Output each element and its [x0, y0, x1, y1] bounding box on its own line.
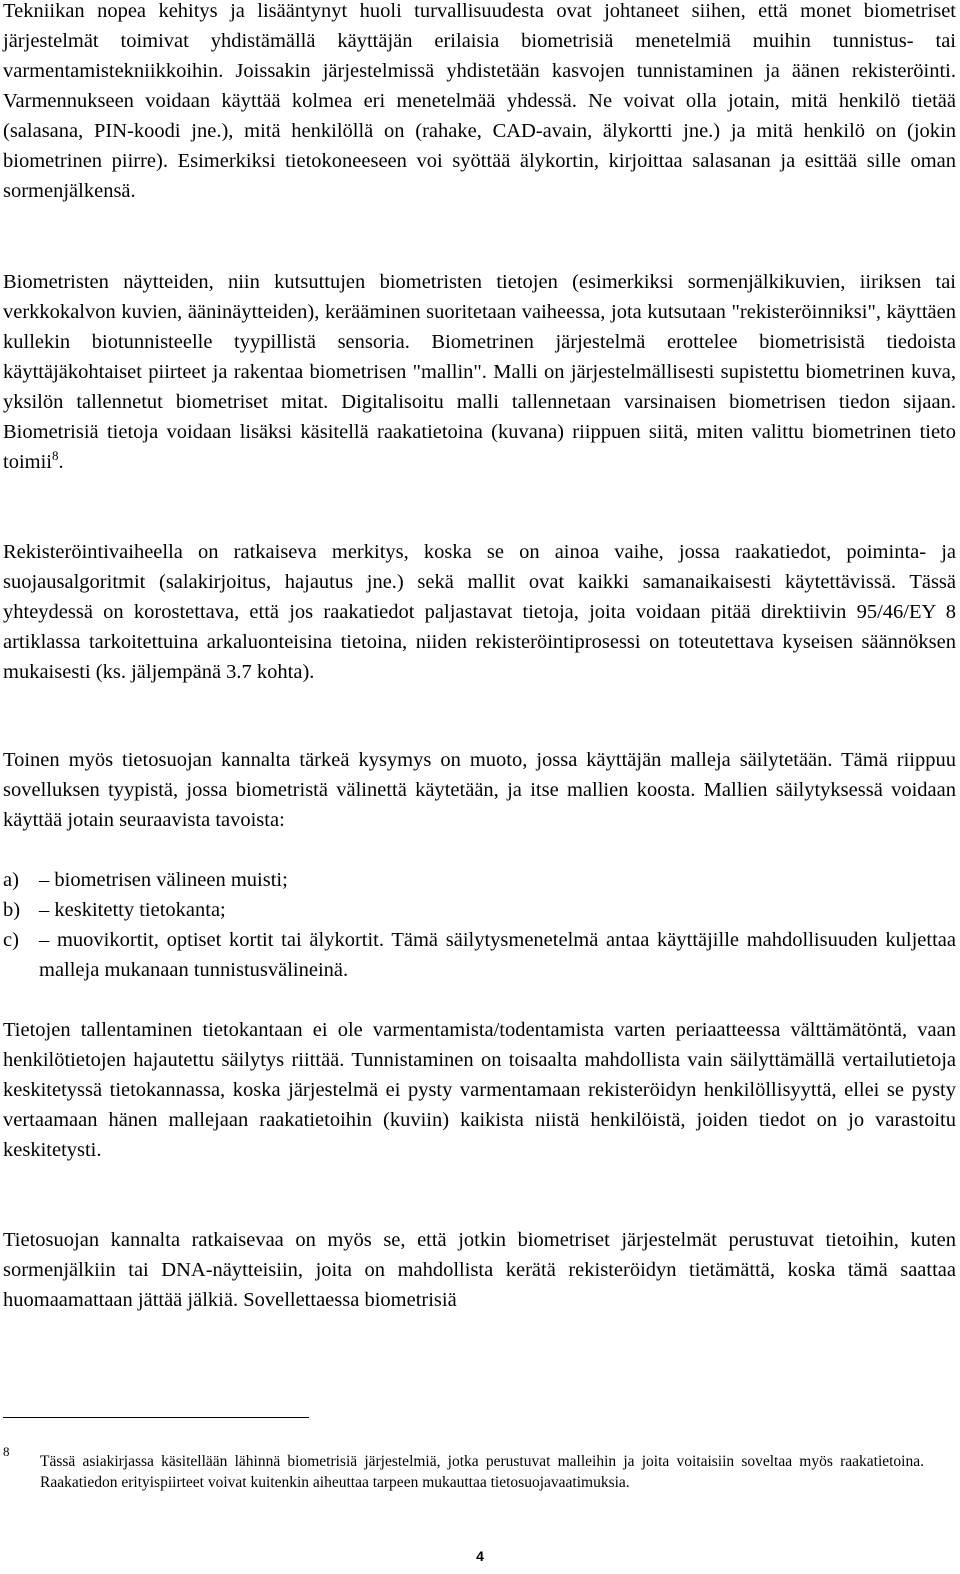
footnote	[3, 1444, 924, 1493]
list-item-marker: b)	[3, 899, 21, 921]
list-item-marker: a)	[3, 869, 19, 891]
list-item	[3, 865, 956, 895]
storage-options-list	[3, 865, 956, 985]
footnote-number: 8	[3, 1444, 10, 1459]
footnote-reference[interactable]: 8	[51, 448, 59, 464]
paragraph-1: Tekniikan nopea kehitys ja lisääntynyt huoli turvallisuudesta ovat johtaneet siihen, että monet biometriset järjestelmät toimivat yhdistämällä käyttäjän erilaisia biometrisiä menetelmiä muihin tunnistus- tai varmentamistekniikkoihin. Joissakin järjestelmissä yhdistetään kasvojen tunnistaminen ja äänen rekisteröinti. Varmennukseen voidaan käyttää kolmea eri menetelmää yhdessä. Ne voivat olla jotain, mitä henkilö tietää (salasana, PIN-koodi jne.), mitä henkilöllä on (rahake, CAD-avain, älykortti jne.) ja mitä henkilö on (jokin biometrinen piirre). Esimerkiksi tietokoneeseen voi syöttää älykortin, kirjoittaa salasanan ja esittää sille oman sormenjälkensä.	[3, 0, 956, 202]
paragraph-3: Rekisteröintivaiheella on ratkaiseva merkitys, koska se on ainoa vaihe, jossa raakatiedot, poiminta- ja suojausalgoritmit (salakirjoitus, hajautus jne.) sekä mallit ovat kaikki samanaikaisesti käytettävissä. Tässä yhteydessä on korostettava, että jos raakatiedot paljastavat tietoja, joita voidaan pitää direktiivin 95/46/EY 8 artiklassa tarkoitettuina arkaluonteisina tietoina, niiden rekisteröintiprosessi on toteutettava kyseisen säännöksen mukaisesti (ks. jäljempänä 3.7 kohta).	[3, 541, 956, 683]
paragraph-2	[3, 267, 956, 477]
paragraph-6: Tietosuojan kannalta ratkaisevaa on myös se, että jotkin biometriset järjestelmät perustuvat tietoihin, kuten sormenjälkiin tai DNA-näytteisiin, joita on mahdollista kerätä rekisteröidyn tietämättä, koska tämä saattaa huomaamattaan jättää jälkiä. Sovellettaessa biometrisiä	[3, 1229, 956, 1311]
paragraph-2-end: .	[58, 451, 64, 473]
list-item-text: – keskitetty tietokanta;	[39, 899, 226, 921]
paragraph-4: Toinen myös tietosuojan kannalta tärkeä kysymys on muoto, jossa käyttäjän malleja säilytetään. Tämä riippuu sovelluksen tyypistä, jossa biometristä välinettä käytetään, ja itse mallien koosta. Mallien säilytyksessä voidaan käyttää jotain seuraavista tavoista:	[3, 749, 956, 831]
page-number: 4	[476, 1548, 484, 1564]
list-item	[3, 925, 956, 985]
footnote-text: Tässä asiakirjassa käsitellään lähinnä biometrisiä järjestelmiä, jotka perustuvat malleihin ja joita voitaisiin soveltaa myös raakatietoina. Raakatiedon erityispiirteet voivat kuitenkin aiheuttaa tarpeen mukauttaa tietosuojavaatimuksia.	[40, 1453, 924, 1491]
footnote-separator	[3, 1417, 309, 1418]
list-item	[3, 895, 956, 925]
list-item-text: – muovikortit, optiset kortit tai älykortit. Tämä säilytysmenetelmä antaa käyttäjille mahdollisuuden kuljettaa malleja mukanaan tunnistusvälineinä.	[39, 929, 956, 981]
paragraph-5: Tietojen tallentaminen tietokantaan ei ole varmentamista/todentamista varten periaatteessa välttämätöntä, vaan henkilötietojen hajautettu säilytys riittää. Tunnistaminen on toisaalta mahdollista vain säilyttämällä vertailutietoja keskitetyssä tietokannassa, koska järjestelmä ei pysty varmentamaan rekisteröidyn henkilöllisyyttä, ellei se pysty vertaamaan hänen mallejaan raakatietoihin (kuviin) kaikista niistä henkilöistä, joiden tiedot on jo varastoitu keskitetysti.	[3, 1019, 956, 1161]
paragraph-2-text: Biometristen näytteiden, niin kutsuttujen biometristen tietojen (esimerkiksi sormenjälkikuvien, iiriksen tai verkkokalvon kuvien, ääninäytteiden), kerääminen suoritetaan vaiheessa, jota kutsutaan "rekisteröinniksi", käyttäen kullekin biotunnisteelle tyypillistä sensoria. Biometrinen järjestelmä erottelee biometrisistä tiedoista käyttäjäkohtaiset piirteet ja rakentaa biometrisen "mallin". Malli on järjestelmällisesti supistettu biometrinen kuva, yksilön tallennetut biometriset mitat. Digitalisoitu malli tallennetaan varsinaisen biometrisen tiedon sijaan. Biometrisiä tietoja voidaan lisäksi käsitellä raakatietoina (kuvana) riippuen siitä, miten valittu biometrinen tieto toimii	[3, 271, 956, 473]
list-item-marker: c)	[3, 929, 19, 951]
list-item-text: – biometrisen välineen muisti;	[39, 869, 288, 891]
